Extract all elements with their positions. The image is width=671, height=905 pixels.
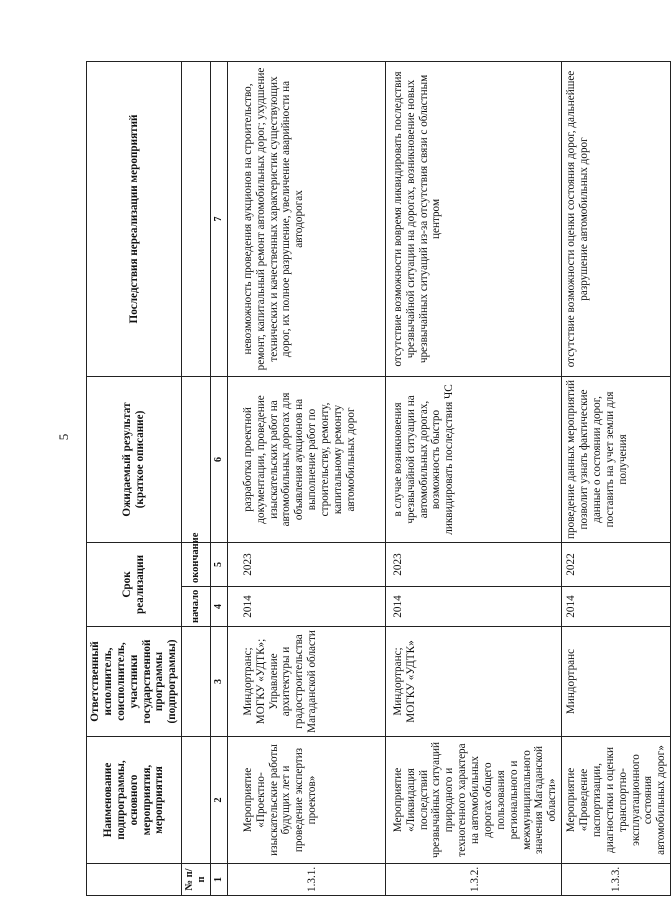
row-name: Мероприятие «Проектно-изыскательские работы будущих лет и проведение экспертиз проектов»: [227, 737, 385, 864]
row-start: 2014: [562, 587, 671, 627]
row-result: в случае возникновения чрезвычайной ситуации на автомобильных дорогах, возможность быстро ликвидировать последствия ЧС: [385, 376, 561, 542]
header-name-2: [182, 737, 211, 864]
page-number: 5: [56, 433, 71, 441]
col-number-3: 3: [211, 627, 228, 737]
row-name: Мероприятие «Ликвидация последствий чрезвычайных ситуаций природного и техногенного характера на автомобильных дорогах общего пользования регионального и межмуниципального значения Магаданской области»: [385, 737, 561, 864]
row-result: разработка проектной документации, проведение изыскательских работ на автомобильных дорогах для объявления аукционов на выполнение работ по строительству, ремонту, капитальному ремонту автомобильных дорог: [227, 376, 385, 542]
row-end: 2023: [385, 542, 561, 586]
row-result: проведение данных мероприятий позволит узнать фактические данные о состоянии дорог, поставить на учет земли для получения: [562, 376, 671, 542]
header-num-2: № п/п: [182, 864, 211, 896]
row-consequences: отсутствие возможности вовремя ликвидировать последствия чрезвычайной ситуации на дорогах, возникновение новых чрезвычайных ситуаций из-за отсутствия связи с областным центром: [385, 61, 561, 376]
row-end: 2023: [227, 542, 385, 586]
row-consequences: невозможность проведения аукционов на строительство, ремонт, капитальный ремонт автомобильных дорог; ухудшение технических и качественных характеристик существующих дорог, их полное разрушение, увеличение аварийности на автодорогах: [227, 61, 385, 376]
col-number-6: 6: [211, 376, 228, 542]
row-consequences: отсутствие возможности оценки состояния дорог, дальнейшее разрушение автомобильных дорог: [562, 61, 671, 376]
row-number: 1.3.1.: [227, 864, 385, 896]
row-end: 2022: [562, 542, 671, 586]
table-row: [562, 61, 671, 895]
header-result: Ожидаемый результат (краткое описание): [87, 376, 182, 542]
col-number-1: 1: [211, 864, 228, 896]
col-number-7: 7: [211, 61, 228, 376]
col-number-4: 4: [211, 587, 228, 627]
row-name: Мероприятие «Проведение паспортизации, диагностики и оценки транспортно-эксплуатационного состояния автомобильных дорог»: [562, 737, 671, 864]
row-executor: Миндортранс; МОГКУ «УДТК»; Управление архитектуры и градостроительства Магаданской области: [227, 627, 385, 737]
table-row: [385, 61, 561, 895]
header-consequences-2: [182, 61, 211, 376]
header-end: окончание: [182, 542, 211, 586]
row-executor: Миндортранс; МОГКУ «УДТК»: [385, 627, 561, 737]
header-num: [87, 864, 182, 896]
row-start: 2014: [385, 587, 561, 627]
row-number: 1.3.2.: [385, 864, 561, 896]
header-executor-2: [182, 627, 211, 737]
col-number-2: 2: [211, 737, 228, 864]
row-start: 2014: [227, 587, 385, 627]
row-number: 1.3.3.: [562, 864, 671, 896]
measures-table: [86, 61, 671, 896]
header-result-2: [182, 376, 211, 542]
header-consequences: Последствия нереализации мероприятий: [87, 61, 182, 376]
header-start: начало: [182, 587, 211, 627]
header-period: Срок реализации: [87, 542, 182, 626]
rotated-page-content: [86, 62, 668, 896]
row-executor: Миндортранс: [562, 627, 671, 737]
table-row: [227, 61, 385, 895]
header-name: Наименование подпрограммы, основного мероприятия, мероприятия: [87, 737, 182, 864]
col-number-5: 5: [211, 542, 228, 586]
header-executor: Ответственный исполнитель, соисполнитель, участники государственной программы (подпрограммы): [87, 627, 182, 737]
